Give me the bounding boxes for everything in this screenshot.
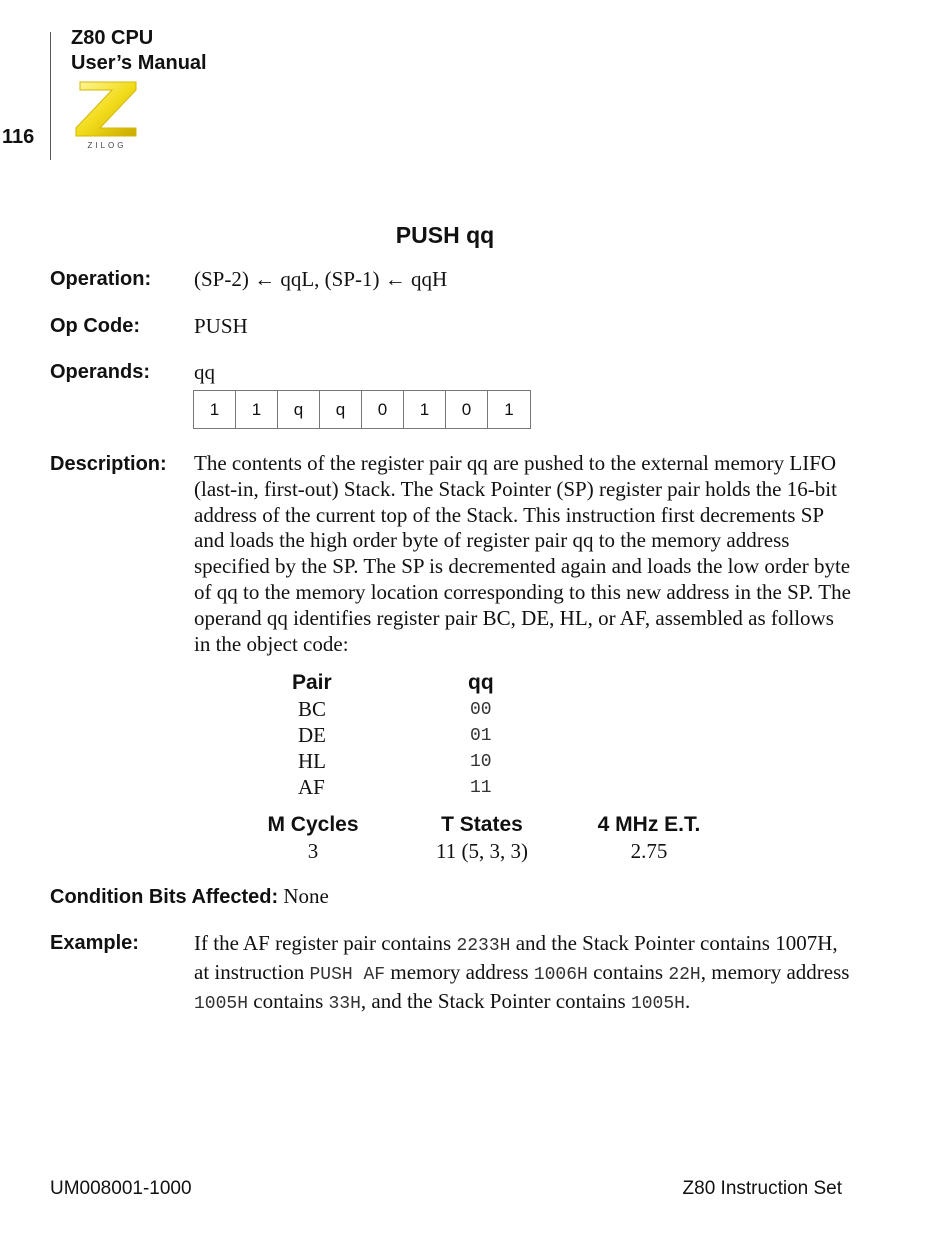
example-label: Example: [50, 932, 139, 954]
header-divider [50, 32, 51, 160]
zilog-logo [74, 80, 140, 150]
example-code: 33H [328, 994, 361, 1014]
instruction-title: PUSH qq [395, 222, 495, 248]
example-text-part: If the AF register pair contains [194, 931, 457, 955]
opcode-bit-field [193, 390, 531, 429]
opcode-bit: 0 [446, 391, 488, 428]
document-number: UM008001-1000 [50, 1178, 192, 1199]
qq-cell: 01 [470, 726, 492, 746]
pair-cell: HL [298, 749, 326, 773]
example-text-part: contains [587, 960, 669, 984]
manual-title [71, 26, 207, 76]
condition-value: None [283, 884, 329, 908]
logo-wordmark: ZILOG [87, 141, 127, 150]
m-cycles-value: 3 [307, 839, 319, 863]
operation-value: (SP-2) ← qqL, (SP-1) ← qqH [194, 267, 448, 291]
qq-cell: 00 [470, 700, 492, 720]
example-text-part: memory address [385, 960, 534, 984]
example-text-part: . [684, 989, 691, 1013]
manual-title-line1: Z80 CPU [71, 27, 154, 49]
qq-cell: 11 [470, 778, 492, 798]
opcode-bit: 1 [404, 391, 446, 428]
example-code: 1005H [630, 994, 685, 1014]
pair-cell: BC [298, 697, 327, 721]
exec-time-value: 2.75 [630, 839, 668, 863]
opcode-bit: q [278, 391, 320, 428]
example-code: 1005H [194, 994, 249, 1014]
condition-label: Condition Bits Affected: [50, 886, 279, 908]
opcode-bit: 0 [362, 391, 404, 428]
description-text: The contents of the register pair qq are pushed to the external memory LIFO (last-in, first-out) Stack. The Stack Pointer (SP) register pair holds the 16-bit address of the current top of the Stack. This instruction first decrements SP and loads the high order byte of register pair qq to the memory address specified by the SP. The SP is decremented again and loads the low order byte of qq to the memory location corresponding to this new address in the SP. The operand qq identifies register pair BC, DE, HL, or AF, assembled as follows in the object code: [194, 451, 851, 656]
example-text-part: , and the Stack Pointer contains [360, 989, 631, 1013]
operands-label: Operands: [50, 361, 151, 383]
opcode-value: PUSH [194, 314, 248, 338]
pair-cell: DE [298, 723, 326, 747]
example-text-part: , memory address [700, 960, 850, 984]
section-name: Z80 Instruction Set [682, 1178, 842, 1199]
example-code: 1006H [533, 965, 588, 985]
description-label: Description: [50, 453, 167, 475]
m-cycles-header: M Cycles [267, 813, 359, 836]
exec-time-header: 4 MHz E.T. [597, 813, 701, 836]
manual-title-line2: User’s Manual [71, 52, 207, 74]
qq-header: qq [468, 671, 494, 694]
operands-value: qq [194, 360, 215, 384]
opcode-label: Op Code: [50, 315, 140, 337]
qq-cell: 10 [470, 752, 492, 772]
pair-header: Pair [292, 671, 332, 694]
t-states-value: 11 (5, 3, 3) [436, 839, 528, 863]
page-number: 116 [2, 126, 35, 148]
opcode-bit: 1 [236, 391, 278, 428]
pair-cell: AF [298, 775, 325, 799]
operation-label: Operation: [50, 268, 152, 290]
example-text-part: and the Stack Pointer contains 1007H, at instruction [194, 931, 838, 984]
example-text [194, 930, 854, 1017]
example-code: 22H [668, 965, 701, 985]
opcode-bit: q [320, 391, 362, 428]
opcode-bit: 1 [194, 391, 236, 428]
opcode-bit: 1 [504, 399, 514, 419]
example-text-part: contains [248, 989, 329, 1013]
example-code: PUSH AF [309, 965, 386, 985]
t-states-header: T States [441, 813, 523, 836]
condition-bits [50, 884, 329, 909]
example-code: 2233H [456, 936, 511, 956]
